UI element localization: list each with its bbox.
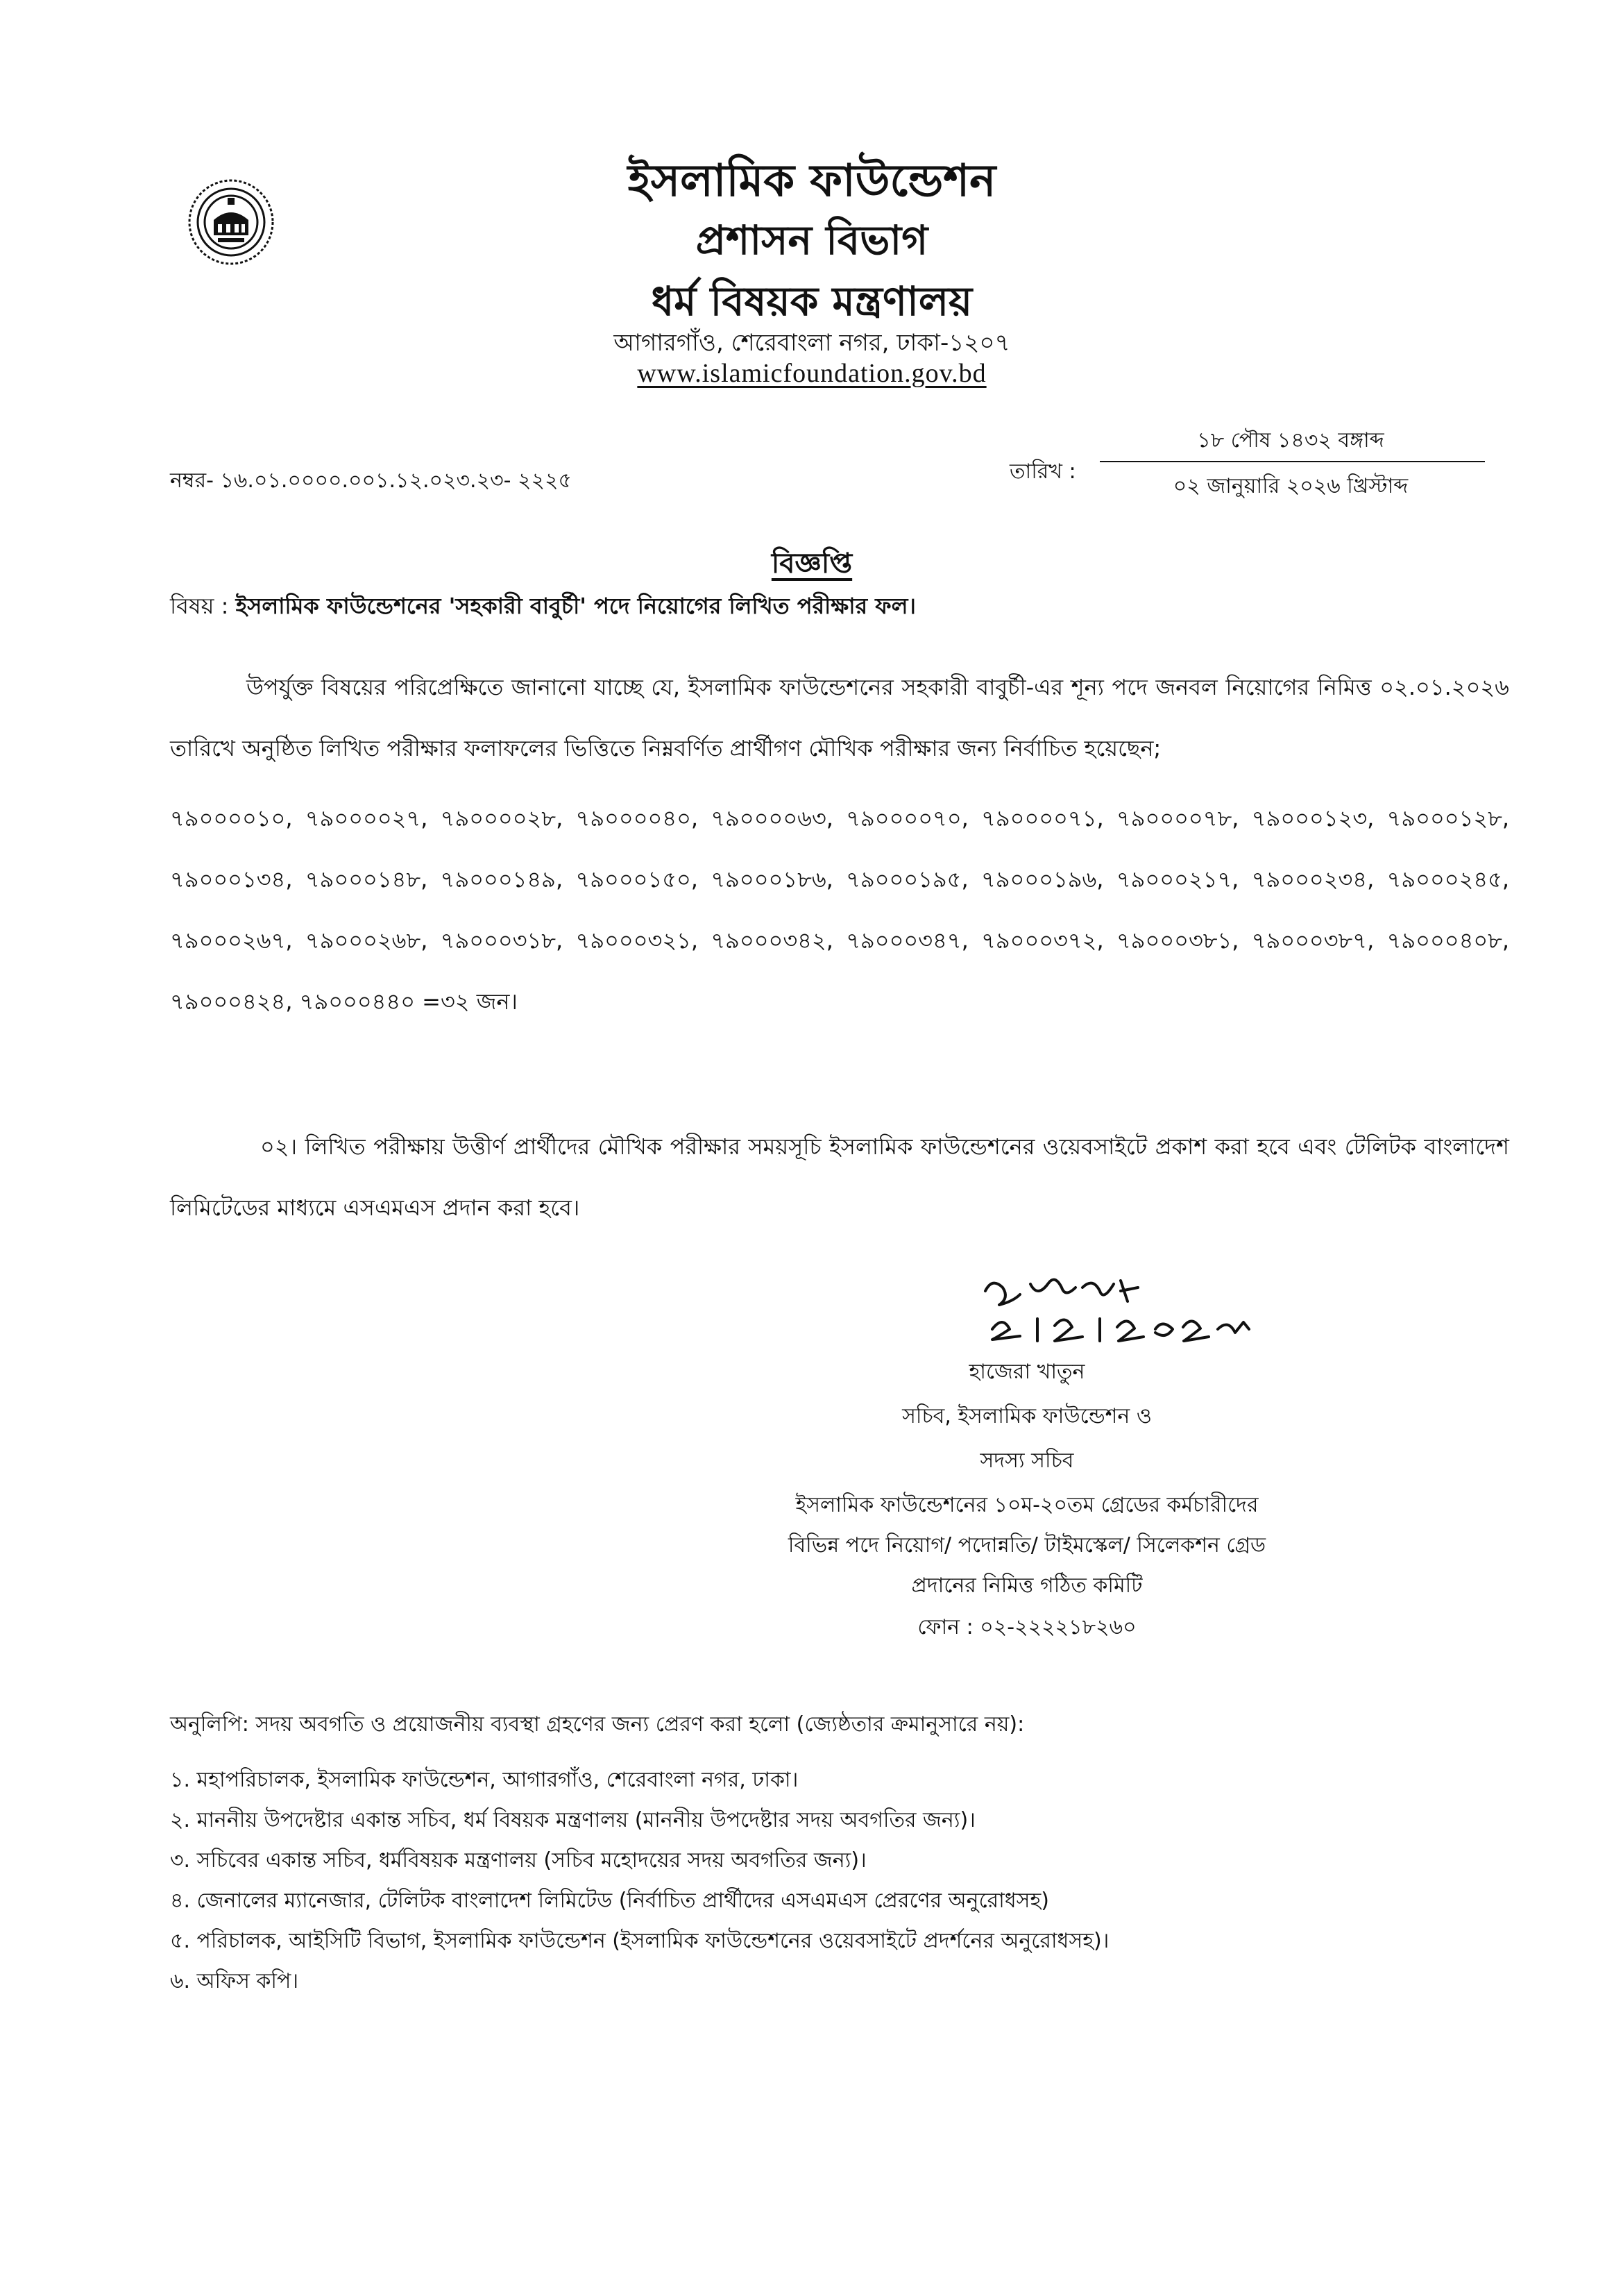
signatory-role: সদস্য সচিব (980, 1449, 1074, 1473)
roll-number: ৭৯০০০৪৪০ =৩২ জন। (299, 988, 518, 1015)
roll-number: ৭৯০০০১২৩, (1251, 805, 1375, 832)
subject-line (170, 589, 916, 626)
signatory-name: হাজেরা খাতুন (969, 1360, 1085, 1384)
ministry-name: ধর্ম বিষয়ক মন্ত্রণালয় (651, 278, 973, 325)
roll-number: ৭৯০০০৩২১, (575, 927, 699, 954)
copy-item: ৪. জেনালের ম্যানেজার, টেলিটক বাংলাদেশ লিমিটেড (নির্বাচিত প্রার্থীদের এসএমএস প্রেরণের অনুরোধসহ) (170, 1889, 1049, 1913)
roll-number: ৭৯০০০২৬৮, (305, 927, 428, 954)
paragraph-schedule: ০২। লিখিত পরীক্ষায় উত্তীর্ণ প্রার্থীদের মৌখিক পরীক্ষার সময়সূচি ইসলামিক ফাউন্ডেশনের ওয়েবসাইটে প্রকাশ করা হবে এবং টেলিটক বাংলাদেশ লিমিটেডের মাধ্যমে এসএমএস প্রদান করা হবে। (170, 1133, 1509, 1221)
committee-line-2: বিভিন্ন পদে নিয়োগ/ পদোন্নতি/ টাইমস্কেল/ সিলেকশন গ্রেড (788, 1533, 1266, 1558)
roll-number: ৭৯০০০৩১৮, (440, 927, 563, 954)
roll-number: ৭৯০০০০৭৮, (1116, 805, 1239, 832)
copy-item: ৫. পরিচালক, আইসিটি বিভাগ, ইসলামিক ফাউন্ডেশন (ইসলামিক ফাউন্ডেশনের ওয়েবসাইটে প্রদর্শনের অনুরোধসহ)। (170, 1929, 1110, 1953)
copy-heading: অনুলিপি: সদয় অবগতি ও প্রয়োজনীয় ব্যবস্থা গ্রহণের জন্য প্রেরণ করা হলো (জ্যেষ্ঠতার ক্রমানুসারে নয়): (170, 1712, 1025, 1737)
copy-item: ২. মাননীয় উপদেষ্টার একান্ত সচিব, ধর্ম বিষয়ক মন্ত্রণালয় (মাননীয় উপদেষ্টার সদয় অবগতির জন্য)। (170, 1808, 976, 1832)
roll-number: ৭৯০০০০৪০, (575, 805, 699, 832)
roll-number: ৭৯০০০৪০৮, (1386, 927, 1510, 954)
roll-number: ৭৯০০০১৩৪, (170, 866, 293, 893)
roll-number: ৭৯০০০১৪৮, (305, 866, 428, 893)
copy-item: ১. মহাপরিচালক, ইসলামিক ফাউন্ডেশন, আগারগাঁও, শেরেবাংলা নগর, ঢাকা। (170, 1768, 799, 1792)
roll-number: ৭৯০০০২৪৫, (1386, 866, 1510, 893)
roll-number: ৭৯০০০০২৭, (305, 805, 428, 832)
roll-number: ৭৯০০০২১৭, (1116, 866, 1239, 893)
roll-number: ৭৯০০০০৬৩, (711, 805, 833, 832)
organization-name: ইসলামিক ফাউন্ডেশন (627, 155, 996, 207)
department-name: প্রশাসন বিভাগ (695, 217, 928, 264)
subject-text: ইসলামিক ফাউন্ডেশনের 'সহকারী বাবুর্চী' পদে নিয়োগের লিখিত পরীক্ষার ফল। (235, 593, 916, 619)
roll-number: ৭৯০০০১৫০, (575, 866, 698, 893)
roll-number: ৭৯০০০০৭০, (846, 805, 969, 832)
committee-line-3: প্রদানের নিমিত্ত গঠিত কমিটি (911, 1573, 1143, 1598)
roll-number: ৭৯০০০১৪৯, (440, 866, 563, 893)
roll-number: ৭৯০০০০১০, (170, 805, 293, 832)
date-bangla: ১৮ পৌষ ১৪৩২ বঙ্গাব্দ (1197, 428, 1384, 453)
roll-number: ৭৯০০০৩৪৭, (846, 927, 969, 954)
roll-number: ৭৯০০০১৯৫, (846, 866, 969, 893)
roll-number: ৭৯০০০৩৮৭, (1251, 927, 1375, 954)
copy-item: ৬. অফিস কপি। (170, 1969, 299, 1993)
roll-number: ৭৯০০০১২৮, (1386, 805, 1510, 832)
selected-roll-list (170, 788, 1509, 1032)
committee-line-1: ইসলামিক ফাউন্ডেশনের ১০ম-২০তম গ্রেডের কর্মচারীদের (795, 1493, 1259, 1517)
roll-number: ৭৯০০০৩৭২, (981, 927, 1104, 954)
roll-number: ৭৯০০০৩৮১, (1116, 927, 1239, 954)
handwritten-signature (971, 1263, 1291, 1347)
date-gregorian: ০২ জানুয়ারি ২০২৬ খ্রিস্টাব্দ (1173, 474, 1409, 498)
roll-number: ৭৯০০০৪২৪, (170, 988, 293, 1015)
date-divider (1100, 461, 1485, 462)
notice-title: বিজ্ঞপ্তি (771, 548, 853, 580)
roll-number: ৭৯০০০০৭১, (981, 805, 1104, 832)
roll-number: ৭৯০০০২৬৭, (170, 927, 293, 954)
subject-label: বিষয় : (170, 593, 229, 619)
signatory-title: সচিব, ইসলামিক ফাউন্ডেশন ও (902, 1404, 1152, 1428)
roll-number: ৭৯০০০০২৮, (440, 805, 563, 832)
copy-item: ৩. সচিবের একান্ত সচিব, ধর্মবিষয়ক মন্ত্রণালয় (সচিব মহোদয়ের সদয় অবগতির জন্য)। (170, 1848, 867, 1873)
date-label: তারিখ : (1010, 459, 1076, 484)
islamic-foundation-logo (186, 177, 276, 267)
website-link[interactable]: www.islamicfoundation.gov.bd (637, 359, 987, 388)
address: আগারগাঁও, শেরেবাংলা নগর, ঢাকা-১২০৭ (613, 329, 1010, 357)
roll-number: ৭৯০০০১৮৬, (711, 866, 833, 893)
paragraph-intro: উপর্যুক্ত বিষয়ের পরিপ্রেক্ষিতে জানানো যাচ্ছে যে, ইসলামিক ফাউন্ডেশনের সহকারী বাবুর্চী-এর শূন্য পদে জনবল নিয়োগের নিমিত্ত ০২.০১.২০২৬ তারিখে অনুষ্ঠিত লিখিত পরীক্ষার ফলাফলের ভিত্তিতে নিম্নবর্ণিত প্রার্থীগণ মৌখিক পরীক্ষার জন্য নির্বাচিত হয়েছেন; (170, 674, 1509, 761)
memo-number: নম্বর- ১৬.০১.০০০০.০০১.১২.০২৩.২৩- ২২২৫ (170, 469, 572, 493)
signatory-phone: ফোন : ০২-২২২২১৮২৬০ (917, 1615, 1137, 1639)
roll-number: ৭৯০০০২৩৪, (1251, 866, 1375, 893)
emblem-icon (186, 177, 276, 267)
roll-number: ৭৯০০০১৯৬, (980, 866, 1104, 893)
roll-number: ৭৯০০০৩৪২, (711, 927, 833, 954)
